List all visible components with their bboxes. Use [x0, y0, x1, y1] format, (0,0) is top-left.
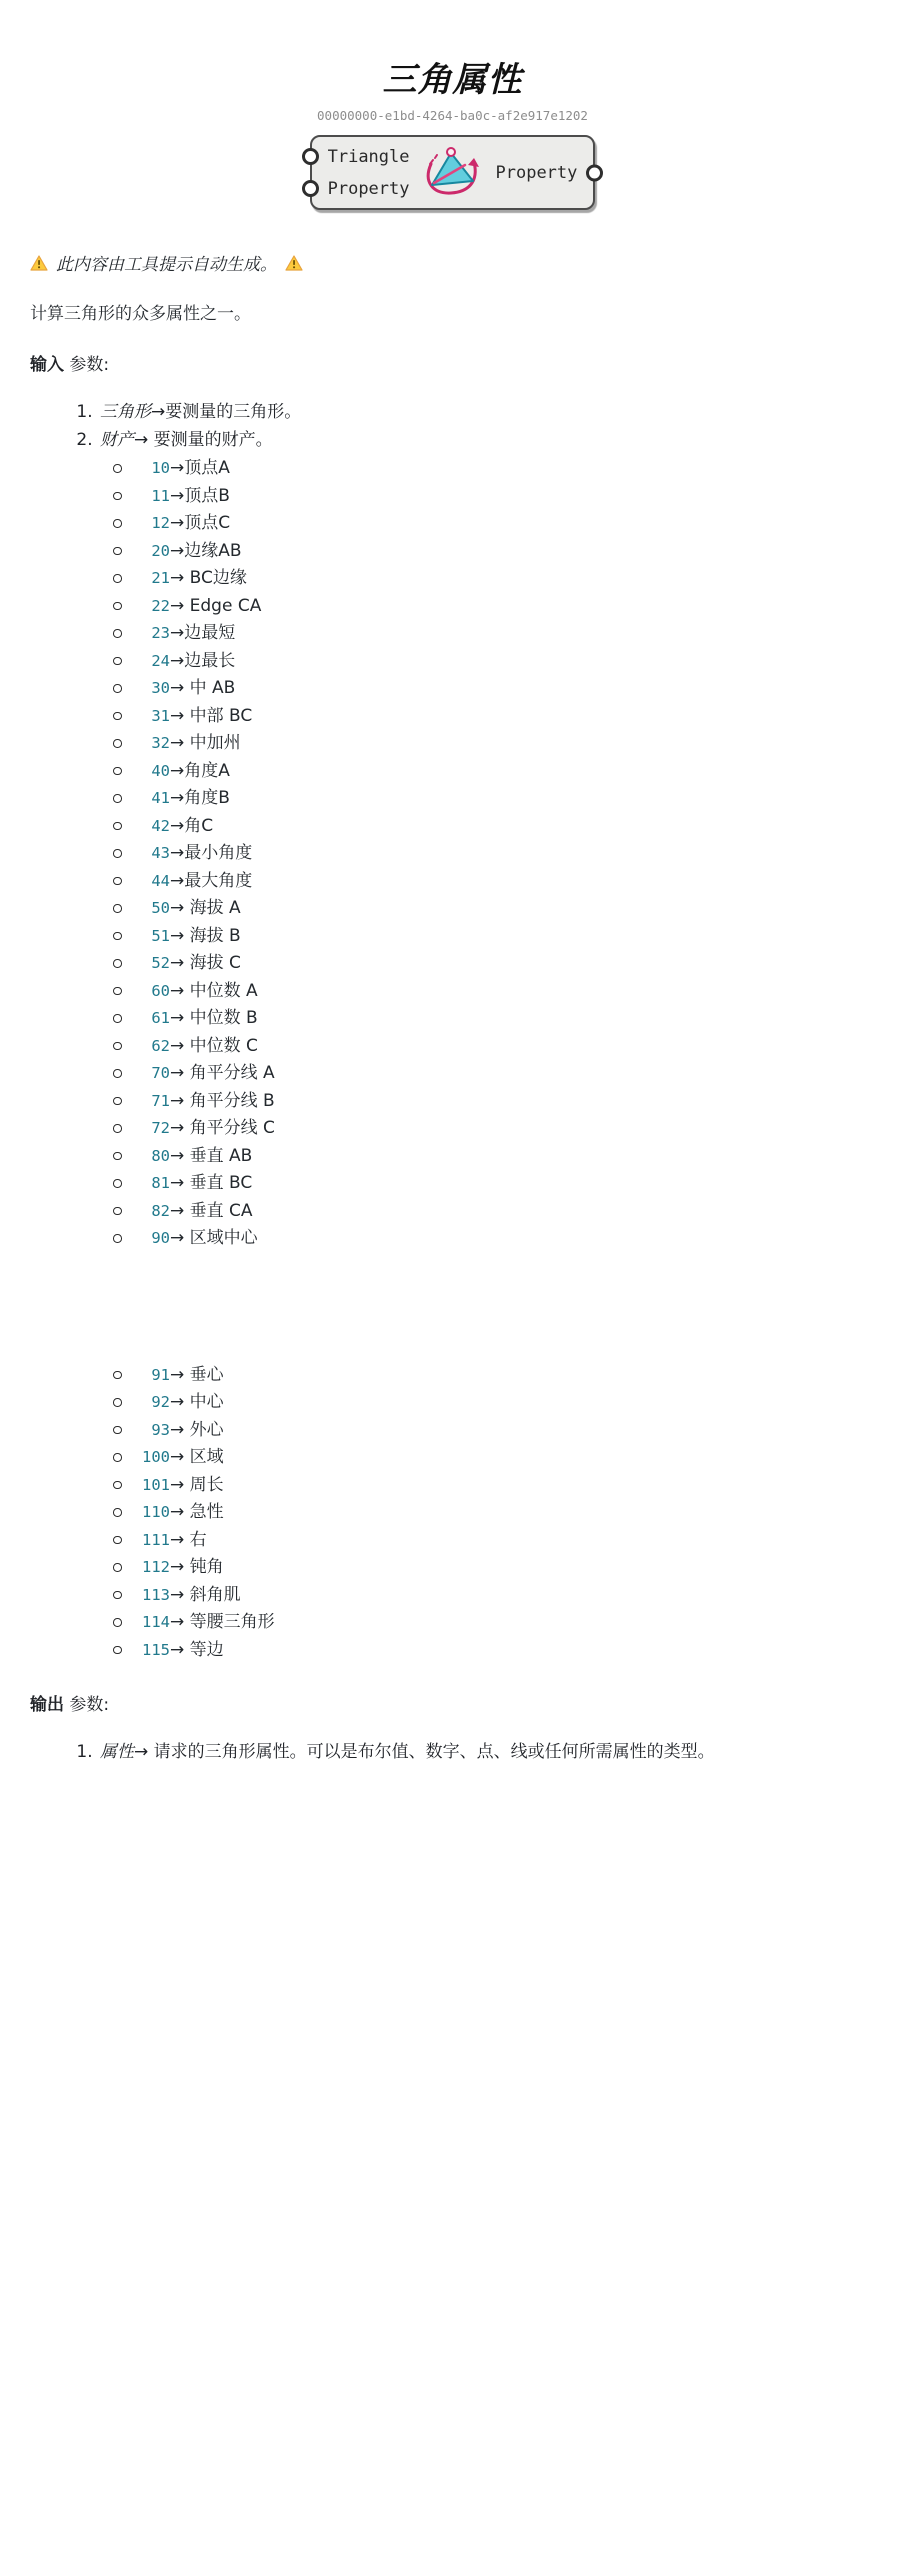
property-code: 12	[151, 514, 170, 532]
property-code: 82	[151, 1201, 170, 1220]
property-list-item	[136, 1554, 875, 1582]
property-code: 40	[151, 761, 170, 780]
property-list-item	[136, 895, 875, 923]
property-code: 52	[151, 954, 170, 972]
property-label: → 垂心	[170, 1364, 224, 1385]
property-label: → 区域	[170, 1447, 224, 1467]
property-code: 70	[151, 1064, 170, 1082]
input-params-heading: 输入 参数:	[30, 355, 110, 375]
property-code: 22	[151, 596, 170, 615]
property-label: →角度B	[170, 788, 230, 808]
property-label: →顶点B	[170, 485, 230, 506]
property-label: →角度A	[170, 760, 230, 781]
property-code: 43	[151, 844, 170, 862]
warning-icon	[30, 255, 48, 271]
property-list-item	[136, 483, 875, 511]
property-code: 113	[142, 1585, 170, 1604]
property-label: → 急性	[170, 1502, 224, 1522]
property-code: 81	[151, 1174, 170, 1192]
property-label: → 角平分线 B	[170, 1090, 275, 1111]
input-port-property[interactable]	[302, 180, 319, 197]
property-label: →边缘AB	[170, 540, 242, 561]
property-label: → 角平分线 C	[170, 1118, 275, 1138]
property-list-item	[136, 1170, 875, 1198]
property-label: → 海拔 C	[170, 953, 241, 973]
property-list-item	[136, 648, 875, 676]
property-code: 101	[142, 1475, 170, 1494]
property-list-item	[136, 510, 875, 538]
property-list-item	[136, 1088, 875, 1116]
property-code: 110	[142, 1503, 170, 1521]
triangle-property-icon	[421, 144, 485, 202]
property-label: → Edge CA	[170, 595, 262, 616]
property-label: →顶点A	[170, 458, 230, 478]
property-code: 30	[151, 679, 170, 697]
property-label: →最小角度	[170, 843, 253, 863]
output-params-list	[30, 1739, 875, 1767]
property-label: →边最短	[170, 623, 236, 643]
component-uuid: 00000000-e1bd-4264-ba0c-af2e917e1202	[317, 108, 588, 123]
property-label: → 中 AB	[170, 678, 236, 698]
property-code: 61	[151, 1009, 170, 1027]
property-list-gap	[100, 1253, 875, 1361]
property-code: 51	[151, 926, 170, 945]
property-list-item	[136, 1472, 875, 1500]
property-list-item	[136, 813, 875, 841]
property-code: 111	[142, 1530, 170, 1549]
input-port-triangle[interactable]	[302, 148, 319, 165]
property-label: → 区域中心	[170, 1228, 258, 1248]
property-list-item	[136, 455, 875, 483]
property-list-item	[136, 840, 875, 868]
property-code: 31	[151, 706, 170, 725]
property-list-item	[136, 923, 875, 951]
property-label: → 中位数 A	[170, 980, 258, 1001]
property-label: → 外心	[170, 1419, 224, 1440]
property-label: →最大角度	[170, 870, 253, 891]
property-list-item	[136, 1499, 875, 1527]
property-list-item	[136, 1143, 875, 1171]
property-list-item	[136, 675, 875, 703]
property-label: → 中位数 C	[170, 1035, 258, 1056]
property-list-item	[136, 758, 875, 786]
property-label: → 海拔 B	[170, 925, 241, 946]
property-code: 41	[151, 789, 170, 807]
property-list-item	[136, 1198, 875, 1226]
property-list-item	[136, 1389, 875, 1417]
property-code: 50	[151, 899, 170, 917]
property-label: → 中心	[170, 1392, 224, 1412]
property-code: 114	[142, 1613, 170, 1631]
property-list-item	[136, 1005, 875, 1033]
property-label: →角C	[170, 815, 214, 836]
property-code: 62	[151, 1036, 170, 1055]
property-label: → 等边	[170, 1639, 224, 1660]
property-list-item	[136, 1609, 875, 1637]
property-list-group-2	[100, 1362, 875, 1665]
property-code: 91	[151, 1365, 170, 1384]
property-label: → 角平分线 A	[170, 1063, 275, 1083]
property-code: 32	[151, 734, 170, 752]
property-code: 115	[142, 1640, 170, 1659]
page-title: 三角属性	[382, 60, 523, 100]
property-label: → 海拔 A	[170, 898, 241, 918]
property-code: 24	[151, 651, 170, 670]
property-list-item	[136, 730, 875, 758]
property-list-item	[136, 785, 875, 813]
input-params-list	[30, 399, 875, 1664]
property-list-item	[136, 1582, 875, 1610]
property-list-item	[136, 1527, 875, 1555]
property-list-item	[136, 1225, 875, 1253]
property-label: → 等腰三角形	[170, 1612, 275, 1632]
property-code: 112	[142, 1558, 170, 1576]
warning-text: 此内容由工具提示自动生成。	[56, 255, 277, 275]
component-description: 计算三角形的众多属性之一。	[30, 304, 251, 324]
property-list-item	[136, 950, 875, 978]
property-label: →边最长	[170, 650, 236, 671]
output-params-heading: 输出 参数:	[30, 1695, 110, 1715]
property-label: →顶点C	[170, 513, 231, 533]
component-inputs	[328, 147, 410, 199]
property-code: 80	[151, 1146, 170, 1165]
property-list-item	[136, 703, 875, 731]
property-label: → 斜角肌	[170, 1584, 241, 1605]
property-label: → 垂直 BC	[170, 1173, 253, 1193]
property-code: 100	[142, 1448, 170, 1466]
property-list-item	[136, 978, 875, 1006]
property-list-item	[136, 1060, 875, 1088]
property-label: → 中部 BC	[170, 705, 253, 726]
property-label: → 垂直 CA	[170, 1200, 253, 1221]
input-label-property: Property	[327, 178, 410, 199]
property-list-group-1	[100, 455, 875, 1253]
property-code: 42	[151, 816, 170, 835]
property-list-item	[136, 1637, 875, 1665]
property-code: 60	[151, 981, 170, 1000]
property-list-item	[136, 538, 875, 566]
property-list-item	[136, 1417, 875, 1445]
property-label: → 右	[170, 1529, 207, 1550]
auto-generated-warning	[30, 250, 875, 275]
property-label: → BC边缘	[170, 568, 247, 588]
property-code: 44	[151, 871, 170, 890]
property-label: → 中加州	[170, 733, 241, 753]
property-code: 11	[151, 486, 170, 505]
output-label-property: Property	[495, 162, 578, 183]
property-list-item	[136, 1033, 875, 1061]
property-list-item	[136, 1362, 875, 1390]
property-list-item	[136, 593, 875, 621]
property-list-item	[136, 1115, 875, 1143]
property-label: → 周长	[170, 1474, 224, 1495]
property-code: 71	[151, 1091, 170, 1110]
property-code: 72	[151, 1119, 170, 1137]
warning-icon	[285, 255, 303, 271]
property-label: → 垂直 AB	[170, 1145, 253, 1166]
property-label: → 中位数 B	[170, 1008, 258, 1028]
property-code: 20	[151, 541, 170, 560]
property-list-item	[136, 565, 875, 593]
property-code: 21	[151, 569, 170, 587]
input-param-triangle: 1. 三角形→要测量的三角形。	[98, 399, 875, 427]
grasshopper-component	[310, 135, 596, 210]
property-list-item	[136, 620, 875, 648]
output-param-property: 1. 属性→ 请求的三角形属性。可以是布尔值、数字、点、线或任何所需属性的类型。	[98, 1739, 875, 1767]
property-code: 10	[151, 459, 170, 477]
property-code: 90	[151, 1229, 170, 1247]
input-label-triangle: Triangle	[327, 146, 410, 167]
input-param-property: 2. 财产→ 要测量的财产。 10→顶点A 11→顶点B 12→顶点C 20→边缘AB 21→ BC边缘 22→ Edge CA 23→边最短 24→边最长 30→ 中 AB 31→ 中部 BC 32→ 中加州 40→角度A 41→角度B 42→角C 43→最小角度 44→最大角度 50→ 海拔 A 51→ 海拔 B 52→ 海拔 C 60→ 中位数 A 61→ 中位数 B 62→ 中位数 C 70→ 角平分线 A 71→ 角平分线 B 72→ 角平分线 C 80→ 垂直 AB 81→ 垂直 BC 82→ 垂直 CA 90→ 区域中心 91→ 垂心 92→ 中心 93→ 外心 100→ 区域 101→ 周长 110→ 急性 111→ 右 112→ 钝角 113→ 斜角肌 114→ 等腰三角形 115→ 等边	[98, 427, 875, 1665]
property-code: 93	[151, 1420, 170, 1439]
property-label: → 钝角	[170, 1557, 224, 1577]
output-port-property[interactable]	[586, 164, 603, 181]
property-list-item	[136, 868, 875, 896]
property-list-item	[136, 1444, 875, 1472]
property-code: 23	[151, 624, 170, 642]
component-diagram	[30, 135, 875, 210]
property-code: 92	[151, 1393, 170, 1411]
